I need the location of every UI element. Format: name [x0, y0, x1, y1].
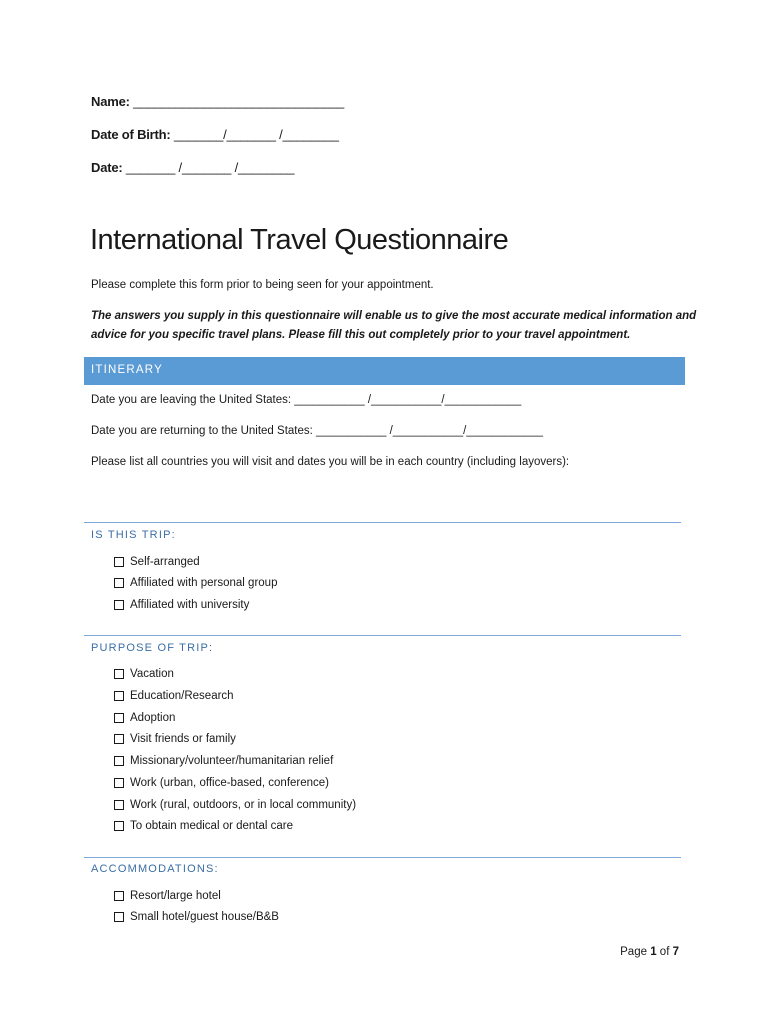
itinerary-heading: ITINERARY	[91, 364, 163, 376]
checkbox-option[interactable]	[114, 599, 249, 611]
checkbox-icon[interactable]	[114, 891, 124, 901]
option-label: Work (rural, outdoors, or in local community)	[130, 799, 357, 811]
page-word: Page	[620, 946, 647, 958]
checkbox-option[interactable]	[114, 755, 333, 767]
option-label: Adoption	[130, 712, 176, 724]
option-label: Vacation	[130, 668, 174, 680]
checkbox-icon[interactable]	[114, 600, 124, 610]
checkbox-icon[interactable]	[114, 912, 124, 922]
checkbox-icon[interactable]	[114, 800, 124, 810]
trip-type-heading: IS THIS TRIP:	[91, 529, 176, 541]
dob-label: Date of Birth:	[91, 127, 171, 142]
option-label: Affiliated with university	[130, 599, 250, 611]
option-label: Education/Research	[130, 690, 234, 702]
checkbox-option[interactable]	[114, 820, 293, 832]
date-of-birth-field[interactable]	[91, 127, 339, 142]
section-divider	[84, 522, 681, 523]
checkbox-icon[interactable]	[114, 713, 124, 723]
section-divider	[84, 857, 681, 858]
checkbox-option[interactable]	[114, 890, 221, 902]
name-field[interactable]	[91, 94, 344, 109]
checkbox-option[interactable]	[114, 799, 356, 811]
checkbox-option[interactable]	[114, 577, 277, 589]
date-label: Date:	[91, 160, 123, 175]
checkbox-icon[interactable]	[114, 756, 124, 766]
checkbox-icon[interactable]	[114, 778, 124, 788]
note-line-2: advice for you specific travel plans. Please fill this out completely prior to your travel appointment.	[91, 329, 631, 341]
total-pages: 7	[672, 946, 679, 958]
option-label: Missionary/volunteer/humanitarian relief	[130, 755, 334, 767]
checkbox-option[interactable]	[114, 712, 175, 724]
checkbox-option[interactable]	[114, 911, 279, 923]
leaving-date-field[interactable]: Date you are leaving the United States: ___________ /___________/____________	[91, 394, 522, 406]
checkbox-option[interactable]	[114, 733, 236, 745]
section-divider	[84, 635, 681, 636]
checkbox-option[interactable]	[114, 556, 200, 568]
option-label: Resort/large hotel	[130, 890, 221, 902]
name-blank[interactable]: ______________________________	[129, 94, 345, 109]
checkbox-option[interactable]	[114, 690, 234, 702]
checkbox-option[interactable]	[114, 668, 174, 680]
checkbox-icon[interactable]	[114, 734, 124, 744]
current-page: 1	[650, 946, 657, 958]
note-line-1: The answers you supply in this questionnaire will enable us to give the most accurate medical information and	[91, 310, 697, 322]
of-word: of	[659, 946, 670, 958]
purpose-heading: PURPOSE OF TRIP:	[91, 642, 214, 654]
name-label: Name:	[91, 94, 130, 109]
intro-text: Please complete this form prior to being seen for your appointment.	[91, 279, 434, 291]
accommodations-heading: ACCOMMODATIONS:	[91, 863, 219, 875]
returning-date-field[interactable]: Date you are returning to the United States: ___________ /___________/____________	[91, 425, 544, 437]
date-blank[interactable]: _______ /_______ /________	[122, 160, 295, 175]
checkbox-icon[interactable]	[114, 691, 124, 701]
option-label: Visit friends or family	[130, 733, 236, 745]
page-number	[620, 946, 679, 958]
dob-blank[interactable]: _______/_______ /________	[170, 127, 339, 142]
option-label: Work (urban, office-based, conference)	[130, 777, 330, 789]
option-label: Small hotel/guest house/B&B	[130, 911, 279, 923]
option-label: Self-arranged	[130, 556, 200, 568]
date-field[interactable]	[91, 160, 294, 175]
page-title: International Travel Questionnaire	[90, 224, 509, 256]
checkbox-icon[interactable]	[114, 578, 124, 588]
checkbox-icon[interactable]	[114, 557, 124, 567]
checkbox-icon[interactable]	[114, 669, 124, 679]
option-label: Affiliated with personal group	[130, 577, 278, 589]
option-label: To obtain medical or dental care	[130, 820, 294, 832]
itinerary-section-header	[84, 357, 685, 385]
checkbox-icon[interactable]	[114, 821, 124, 831]
checkbox-option[interactable]	[114, 777, 329, 789]
countries-list-prompt: Please list all countries you will visit and dates you will be in each country (including layovers):	[91, 456, 570, 468]
